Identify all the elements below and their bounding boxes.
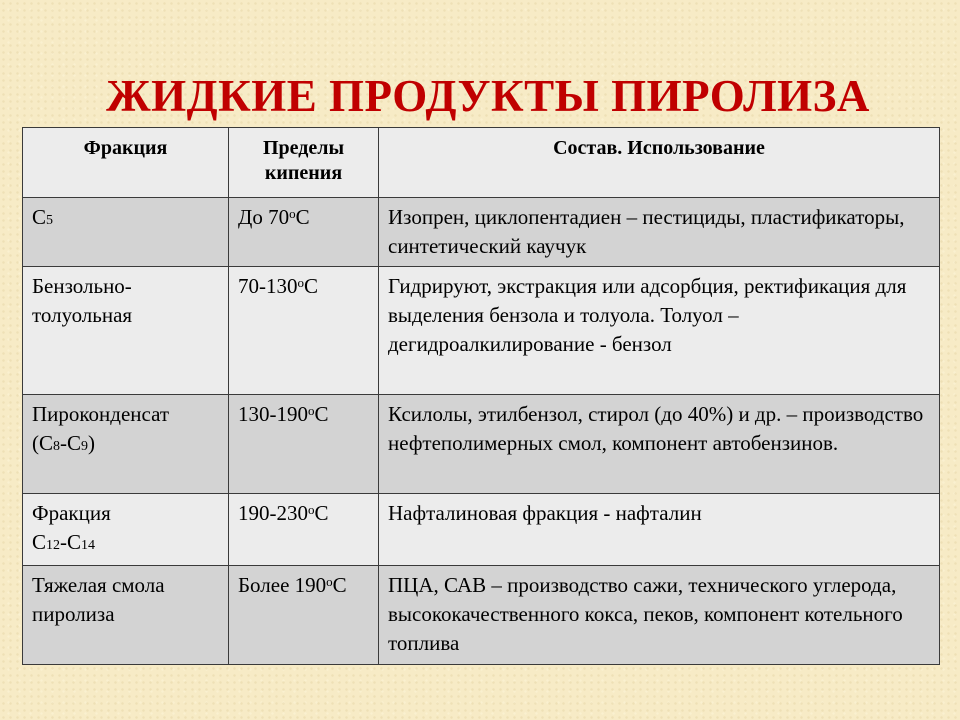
table-header-row: [23, 128, 940, 198]
degree-sign: о: [297, 275, 304, 290]
fraction-formula: [32, 530, 95, 554]
degree-sign: о: [308, 403, 315, 418]
usage-cell: ПЦА, САВ – производство сажи, технического углерода, высококачественного кокса, пеков, компонент котельного топлива: [379, 566, 940, 665]
formula-part: -С: [60, 431, 81, 455]
boiling-value: 70-130: [238, 274, 298, 298]
formula-part: (С: [32, 431, 53, 455]
table-row: [23, 267, 940, 395]
fraction-cell: [23, 494, 229, 566]
table-row: [23, 494, 940, 566]
boiling-value: 190-230: [238, 501, 308, 525]
formula-part: С: [32, 530, 47, 554]
table-row: [23, 395, 940, 494]
header-boiling-range: Пределы кипения: [229, 128, 379, 198]
table-row: [23, 566, 940, 665]
boiling-value: Более 190: [238, 573, 327, 597]
header-composition-usage: Состав. Использование: [379, 128, 940, 198]
formula-subscript: 14: [81, 538, 96, 553]
boiling-cell: [229, 198, 379, 267]
boiling-cell: [229, 395, 379, 494]
fraction-formula: [32, 431, 95, 455]
degree-sign: о: [289, 206, 296, 221]
boiling-value: 130-190: [238, 402, 308, 426]
formula-part: ): [88, 431, 95, 455]
fraction-cell: [23, 395, 229, 494]
fraction-formula: [32, 205, 53, 229]
formula-subscript: 5: [46, 213, 54, 228]
fraction-cell: Бензольно-толуольная: [23, 267, 229, 395]
boiling-cell: [229, 494, 379, 566]
usage-cell: Гидрируют, экстракция или адсорбция, ректификация для выделения бензола и толуола. Толуол – дегидроалкилирование - бензол: [379, 267, 940, 395]
formula-subscript: 9: [81, 439, 88, 454]
celsius-unit: С: [304, 274, 319, 298]
formula-part: -С: [60, 530, 82, 554]
usage-cell: Ксилолы, этилбензол, стирол (до 40%) и др. – производство нефтеполимерных смол, компонент автобензинов.: [379, 395, 940, 494]
boiling-value: До 70: [238, 205, 290, 229]
table-row: [23, 198, 940, 267]
fraction-cell: Тяжелая смола пиролиза: [23, 566, 229, 665]
usage-cell: Изопрен, циклопентадиен – пестициды, пластификаторы, синтетический каучук: [379, 198, 940, 267]
celsius-unit: С: [314, 501, 329, 525]
usage-cell: Нафталиновая фракция - нафталин: [379, 494, 940, 566]
degree-sign: о: [308, 502, 315, 517]
celsius-unit: С: [314, 402, 329, 426]
formula-part: С: [32, 205, 47, 229]
pyrolysis-products-table: [22, 127, 940, 665]
slide-title: ЖИДКИЕ ПРОДУКТЫ ПИРОЛИЗА: [106, 71, 870, 121]
degree-sign: о: [326, 574, 333, 589]
header-fraction: Фракция: [23, 128, 229, 198]
celsius-unit: С: [332, 573, 347, 597]
boiling-cell: [229, 566, 379, 665]
celsius-unit: С: [295, 205, 310, 229]
fraction-cell: [23, 198, 229, 267]
boiling-cell: [229, 267, 379, 395]
fraction-name: Пироконденсат: [32, 402, 170, 426]
formula-subscript: 12: [46, 538, 61, 553]
fraction-name: Фракция: [32, 501, 111, 525]
formula-subscript: 8: [53, 439, 60, 454]
